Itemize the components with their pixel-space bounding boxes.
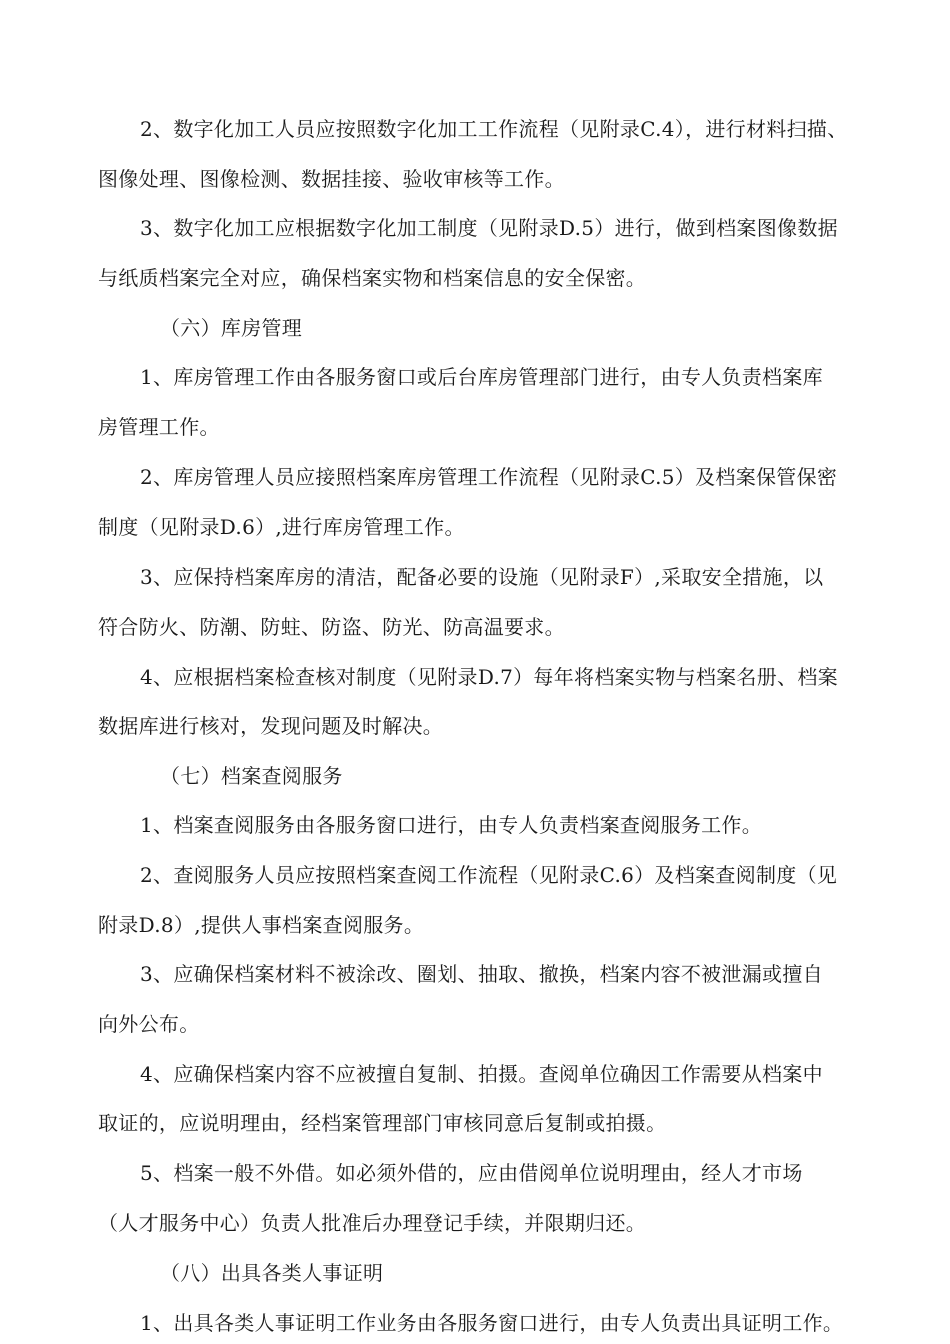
paragraph-line: 2、查阅服务人员应按照档案查阅工作流程（见附录C.6）及档案查阅制度（见 [140,863,838,887]
paragraph-line: 符合防火、防潮、防蛀、防盗、防光、防高温要求。 [98,615,565,639]
paragraph-line: 与纸质档案完全对应，确保档案实物和档案信息的安全保密。 [98,266,647,290]
paragraph-line: 2、库房管理人员应接照档案库房管理工作流程（见附录C.5）及档案保管保密 [140,465,838,489]
section-heading: （七）档案查阅服务 [160,764,343,788]
paragraph-line: 1、档案查阅服务由各服务窗口进行，由专人负责档案查阅服务工作。 [140,813,763,837]
paragraph-line: 附录D.8）,提供人事档案查阅服务。 [98,913,425,937]
section-heading: （八）出具各类人事证明 [160,1261,384,1285]
paragraph-line: 2、数字化加工人员应按照数字化加工工作流程（见附录C.4），进行材料扫描、 [140,117,848,141]
paragraph-line: 3、应确保档案材料不被涂改、圈划、抽取、撤换，档案内容不被泄漏或擅自 [140,962,823,986]
paragraph-line: 4、应根据档案检查核对制度（见附录D.7）每年将档案实物与档案名册、档案 [140,665,838,689]
paragraph-line: 取证的，应说明理由，经档案管理部门审核同意后复制或拍摄。 [98,1111,667,1135]
paragraph-line: 4、应确保档案内容不应被擅自复制、拍摄。查阅单位确因工作需要从档案中 [140,1062,823,1086]
paragraph-line: 3、数字化加工应根据数字化加工制度（见附录D.5）进行，做到档案图像数据 [140,216,838,240]
paragraph-line: 1、出具各类人事证明工作业务由各服务窗口进行，由专人负责出具证明工作。 [140,1311,844,1335]
paragraph-line: 房管理工作。 [98,415,220,439]
paragraph-line: 向外公布。 [98,1012,200,1036]
paragraph-line: 制度（见附录D.6）,进行库房管理工作。 [98,515,465,539]
paragraph-line: 5、档案一般不外借。如必须外借的，应由借阅单位说明理由，经人才市场 [140,1161,803,1185]
paragraph-line: （人才服务中心）负责人批准后办理登记手续，并限期归还。 [98,1211,647,1235]
paragraph-line: 数据库进行核对，发现问题及时解决。 [98,714,444,738]
paragraph-line: 1、库房管理工作由各服务窗口或后台库房管理部门进行，由专人负责档案库 [140,365,823,389]
paragraph-line: 3、应保持档案库房的清洁，配备必要的设施（见附录F）,采取安全措施，以 [140,565,824,589]
section-heading: （六）库房管理 [160,316,303,340]
paragraph-line: 图像处理、图像检测、数据挂接、验收审核等工作。 [98,167,565,191]
